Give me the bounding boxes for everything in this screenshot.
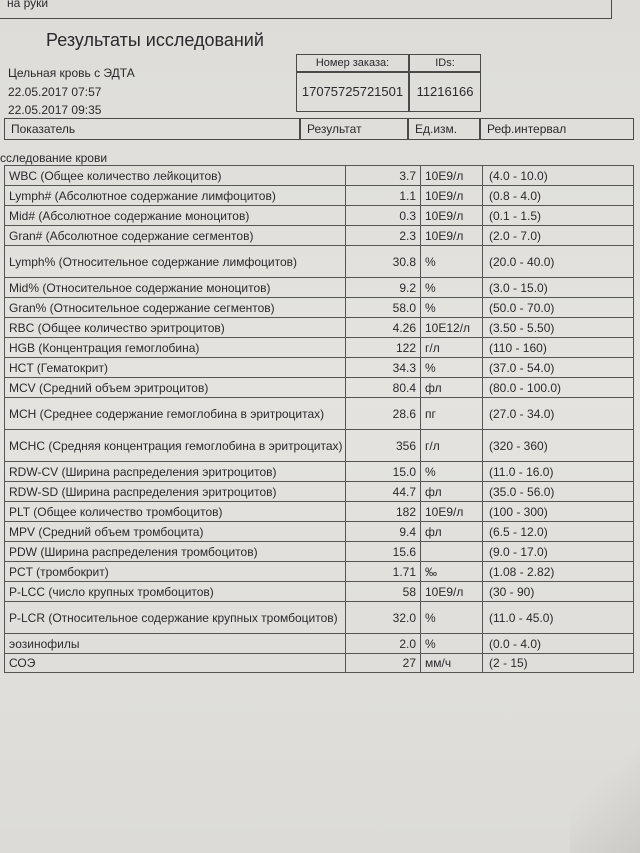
result-ref: (27.0 - 34.0) [482,398,633,429]
result-ref: (20.0 - 40.0) [482,246,633,277]
result-value: 1.1 [345,186,420,205]
result-name: PCT (тромбокрит) [9,564,109,579]
result-name: Gran# (Абсолютное содержание сегментов) [9,228,254,243]
result-unit [420,542,482,561]
result-value: 4.26 [345,318,420,337]
result-name: WBC (Общее количество лейкоцитов) [9,168,222,183]
result-row [4,165,634,185]
result-unit: 10E9/л [420,166,482,185]
result-unit: % [420,246,482,277]
result-name: Lymph% (Относительное содержание лимфоцитов) [9,254,298,269]
result-value: 2.0 [345,634,420,653]
result-unit: % [420,298,482,317]
result-name: HGB (Концентрация гемоглобина) [9,340,200,355]
sample-date-1: 22.05.2017 07:57 [8,85,102,99]
result-value: 9.2 [345,278,420,297]
col-header-indicator: Показатель [4,118,300,140]
result-name: HCT (Гематокрит) [9,360,108,375]
order-number-label: Номер заказа: [296,54,409,72]
result-row [4,653,634,673]
result-unit: % [420,634,482,653]
result-name: P-LCC (число крупных тромбоцитов) [9,584,214,599]
top-note: на руки [7,0,49,10]
result-value: 0.3 [345,206,420,225]
col-header-result: Результат [300,118,408,140]
result-unit: мм/ч [420,654,482,672]
result-ref: (0.0 - 4.0) [482,634,633,653]
result-name: Gran% (Относительное содержание сегментов) [9,300,275,315]
result-value: 1.71 [345,562,420,581]
result-value: 122 [345,338,420,357]
result-row [4,581,634,601]
result-value: 32.0 [345,602,420,633]
result-name: Mid% (Относительное содержание моноцитов) [9,280,271,295]
result-value: 27 [345,654,420,672]
result-unit: фл [420,482,482,501]
result-ref: (80.0 - 100.0) [482,378,633,397]
result-row [4,205,634,225]
result-row [4,397,634,429]
result-ref: (3.0 - 15.0) [482,278,633,297]
result-ref: (100 - 300) [482,502,633,521]
result-name: RBC (Общее количество эритроцитов) [9,320,225,335]
sample-date-2: 22.05.2017 09:35 [8,103,102,117]
result-row [4,297,634,317]
result-name: P-LCR (Относительное содержание крупных тромбоцитов) [9,610,338,625]
result-unit: % [420,462,482,481]
result-value: 15.6 [345,542,420,561]
result-value: 2.3 [345,226,420,245]
result-name: Mid# (Абсолютное содержание моноцитов) [9,208,250,223]
result-row [4,225,634,245]
report-title: Результаты исследований [46,30,264,50]
ids-value: 11216166 [409,72,481,112]
result-value: 58.0 [345,298,420,317]
result-name: MPV (Средний объем тромбоцита) [9,524,204,539]
result-unit: 10E9/л [420,206,482,225]
result-unit: 10E9/л [420,226,482,245]
result-ref: (30 - 90) [482,582,633,601]
result-unit: пг [420,398,482,429]
result-ref: (11.0 - 45.0) [482,602,633,633]
result-unit: % [420,358,482,377]
result-unit: 10E9/л [420,582,482,601]
result-ref: (2 - 15) [482,654,633,672]
result-name: MCV (Средний объем эритроцитов) [9,380,209,395]
result-unit: % [420,602,482,633]
result-value: 3.7 [345,166,420,185]
result-value: 80.4 [345,378,420,397]
result-name: RDW-CV (Ширина распределения эритроцитов) [9,464,277,479]
result-unit: фл [420,522,482,541]
result-ref: (2.0 - 7.0) [482,226,633,245]
result-ref: (1.08 - 2.82) [482,562,633,581]
result-name: Lymph# (Абсолютное содержание лимфоцитов) [9,188,276,203]
result-row [4,561,634,581]
result-value: 44.7 [345,482,420,501]
result-value: 15.0 [345,462,420,481]
order-block [0,52,640,118]
result-row [4,429,634,461]
result-name: СОЭ [9,656,36,670]
result-row [4,317,634,337]
col-header-unit: Ед.изм. [408,118,480,140]
result-ref: (4.0 - 10.0) [482,166,633,185]
result-unit: 10E9/л [420,502,482,521]
result-row [4,633,634,653]
result-value: 58 [345,582,420,601]
result-row [4,601,634,633]
result-row [4,277,634,297]
result-unit: 10E12/л [420,318,482,337]
result-name: PDW (Ширина распределения тромбоцитов) [9,544,258,559]
top-note-box [0,0,612,19]
result-row [4,185,634,205]
result-name: MCH (Среднее содержание гемоглобина в эритроцитах) [9,406,325,421]
result-row [4,481,634,501]
result-ref: (11.0 - 16.0) [482,462,633,481]
result-name: RDW-SD (Ширина распределения эритроцитов) [9,484,277,499]
result-row [4,501,634,521]
result-row [4,541,634,561]
result-row [4,521,634,541]
page-shadow [570,733,640,853]
result-value: 28.6 [345,398,420,429]
result-ref: (9.0 - 17.0) [482,542,633,561]
result-row [4,337,634,357]
section-title: сследование крови [0,151,108,165]
result-ref: (3.50 - 5.50) [482,318,633,337]
result-name: PLT (Общее количество тромбоцитов) [9,504,223,519]
col-header-ref: Реф.интервал [480,118,634,140]
result-unit: г/л [420,338,482,357]
result-value: 34.3 [345,358,420,377]
result-ref: (37.0 - 54.0) [482,358,633,377]
result-ref: (35.0 - 56.0) [482,482,633,501]
result-ref: (0.8 - 4.0) [482,186,633,205]
result-row [4,245,634,277]
result-ref: (320 - 360) [482,430,633,461]
result-ref: (0.1 - 1.5) [482,206,633,225]
result-unit: 10E9/л [420,186,482,205]
result-name: MCHC (Средняя концентрация гемоглобина в эритроцитах) [9,438,343,453]
result-row [4,377,634,397]
result-unit: г/л [420,430,482,461]
results-table [4,165,634,673]
result-value: 356 [345,430,420,461]
result-ref: (6.5 - 12.0) [482,522,633,541]
result-unit: ‰ [420,562,482,581]
result-unit: % [420,278,482,297]
result-row [4,461,634,481]
result-row [4,357,634,377]
result-ref: (50.0 - 70.0) [482,298,633,317]
result-ref: (110 - 160) [482,338,633,357]
result-value: 30.8 [345,246,420,277]
result-value: 9.4 [345,522,420,541]
sample-type: Цельная кровь с ЭДТА [8,66,135,80]
result-name: эозинофилы [9,636,80,651]
result-unit: фл [420,378,482,397]
order-number-value: 17075725721501 [296,72,409,112]
result-value: 182 [345,502,420,521]
ids-label: IDs: [409,54,481,72]
